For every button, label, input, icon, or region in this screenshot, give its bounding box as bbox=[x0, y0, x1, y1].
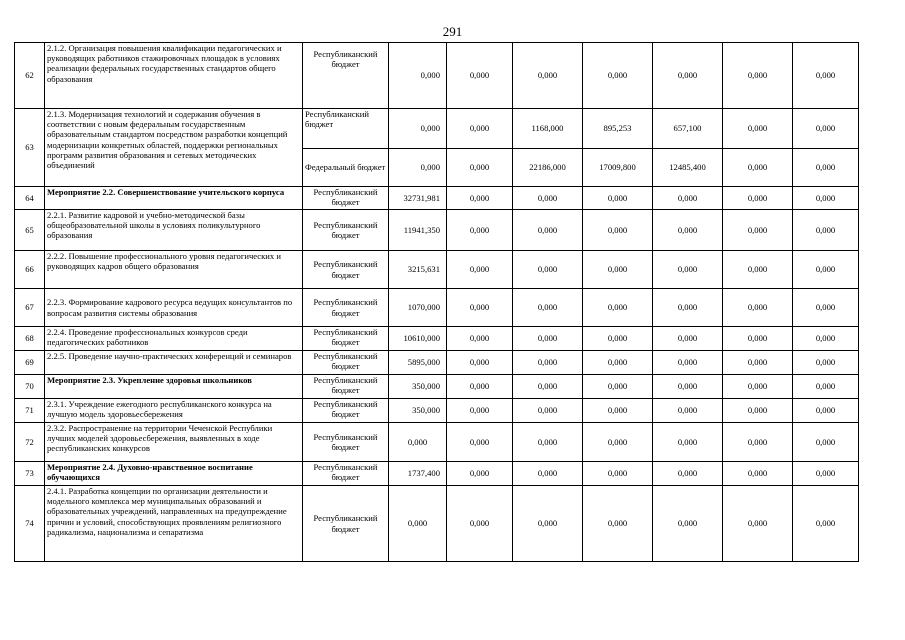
funding-source: Республиканский бюджет bbox=[303, 327, 389, 351]
value-cell: 350,000 bbox=[389, 375, 447, 399]
funding-source: Федеральный бюджет bbox=[303, 149, 389, 187]
value-cell: 0,000 bbox=[723, 289, 793, 327]
value-cell: 10610,000 bbox=[389, 327, 447, 351]
table-row bbox=[15, 289, 859, 327]
table-row bbox=[15, 251, 859, 289]
value-cell: 0,000 bbox=[653, 43, 723, 109]
value-cell: 0,000 bbox=[447, 462, 513, 486]
value-cell: 0,000 bbox=[793, 423, 859, 462]
funding-source: Республиканский бюджет bbox=[303, 251, 389, 289]
activity-name: 2.2.2. Повышение профессионального уровня педагогических и руководящих кадров общего образования bbox=[45, 251, 303, 289]
activity-name: Мероприятие 2.3. Укрепление здоровья школьников bbox=[45, 375, 303, 399]
value-cell: 0,000 bbox=[513, 327, 583, 351]
row-number: 69 bbox=[15, 351, 45, 375]
value-cell: 895,253 bbox=[583, 109, 653, 149]
row-number: 63 bbox=[15, 109, 45, 187]
value-cell: 0,000 bbox=[583, 351, 653, 375]
value-cell: 0,000 bbox=[653, 210, 723, 251]
row-number: 70 bbox=[15, 375, 45, 399]
value-cell: 0,000 bbox=[583, 289, 653, 327]
value-cell: 0,000 bbox=[447, 109, 513, 149]
row-number: 62 bbox=[15, 43, 45, 109]
table-row bbox=[15, 399, 859, 423]
value-cell: 0,000 bbox=[447, 423, 513, 462]
value-cell: 0,000 bbox=[723, 43, 793, 109]
value-cell: 0,000 bbox=[723, 375, 793, 399]
value-cell: 0,000 bbox=[513, 251, 583, 289]
activity-name: 2.1.3. Модернизация технологий и содержания обучения в соответствии с новым федеральным государственным образовательным стандартом посредством разработки концепций модернизации конкретных областей, поддержки региональных программ развития образования и сетевых методических объединений bbox=[45, 109, 303, 187]
funding-source: Республиканский бюджет bbox=[303, 351, 389, 375]
funding-source: Республиканский бюджет bbox=[303, 462, 389, 486]
row-number: 64 bbox=[15, 187, 45, 210]
activity-name: 2.2.4. Проведение профессиональных конкурсов среди педагогических работников bbox=[45, 327, 303, 351]
funding-source: Республиканский бюджет bbox=[303, 43, 389, 109]
table-row bbox=[15, 210, 859, 251]
value-cell: 3215,631 bbox=[389, 251, 447, 289]
activity-name: Мероприятие 2.2. Совершенствование учительского корпуса bbox=[45, 187, 303, 210]
value-cell: 11941,350 bbox=[389, 210, 447, 251]
value-cell: 0,000 bbox=[447, 149, 513, 187]
value-cell: 0,000 bbox=[723, 462, 793, 486]
table-row bbox=[15, 327, 859, 351]
value-cell: 0,000 bbox=[723, 423, 793, 462]
value-cell: 0,000 bbox=[793, 187, 859, 210]
activity-name: 2.2.3. Формирование кадрового ресурса ведущих консультантов по вопросам развития системы образования bbox=[45, 289, 303, 327]
page-number: 291 bbox=[442, 24, 463, 39]
row-number: 72 bbox=[15, 423, 45, 462]
value-cell: 0,000 bbox=[653, 486, 723, 562]
value-cell: 0,000 bbox=[723, 486, 793, 562]
value-cell: 0,000 bbox=[447, 210, 513, 251]
value-cell: 0,000 bbox=[583, 251, 653, 289]
value-cell: 0,000 bbox=[447, 486, 513, 562]
value-cell: 0,000 bbox=[653, 289, 723, 327]
value-cell: 0,000 bbox=[447, 375, 513, 399]
value-cell: 657,100 bbox=[653, 109, 723, 149]
value-cell: 0,000 bbox=[723, 187, 793, 210]
row-number: 67 bbox=[15, 289, 45, 327]
value-cell: 0,000 bbox=[513, 423, 583, 462]
activity-name: 2.4.1. Разработка концепции по организации деятельности и модельного комплекса мер муниципальных образований и образовательных учреждений, направленных на предупреждение причин и условий, способствующих проявлениям религиозного радикализма, национализма и сепаратизма bbox=[45, 486, 303, 562]
value-cell: 0,000 bbox=[793, 149, 859, 187]
value-cell: 0,000 bbox=[793, 251, 859, 289]
funding-source: Республиканский бюджет bbox=[303, 423, 389, 462]
value-cell: 5895,000 bbox=[389, 351, 447, 375]
value-cell: 0,000 bbox=[793, 486, 859, 562]
value-cell: 0,000 bbox=[447, 289, 513, 327]
value-cell: 0,000 bbox=[653, 423, 723, 462]
value-cell: 0,000 bbox=[793, 289, 859, 327]
value-cell: 0,000 bbox=[653, 351, 723, 375]
value-cell: 0,000 bbox=[653, 251, 723, 289]
activity-name: 2.3.1. Учреждение ежегодного республиканского конкурса на лучшую модель здоровьесбережения bbox=[45, 399, 303, 423]
value-cell: 0,000 bbox=[447, 187, 513, 210]
funding-source: Республиканский бюджет bbox=[303, 210, 389, 251]
value-cell: 0,000 bbox=[583, 399, 653, 423]
value-cell: 0,000 bbox=[723, 210, 793, 251]
value-cell: 0,000 bbox=[513, 187, 583, 210]
value-cell: 0,000 bbox=[447, 327, 513, 351]
activity-name: 2.2.1. Развитие кадровой и учебно-методической базы общеобразовательной школы в условиях поликультурного образования bbox=[45, 210, 303, 251]
activity-name: 2.3.2. Распространение на территории Чеченской Республики лучших моделей здоровьесбережения, выявленных в ходе республиканских конкурсов bbox=[45, 423, 303, 462]
value-cell: 0,000 bbox=[793, 351, 859, 375]
budget-table bbox=[14, 42, 859, 562]
table-row bbox=[15, 375, 859, 399]
value-cell: 0,000 bbox=[389, 486, 447, 562]
value-cell: 1070,000 bbox=[389, 289, 447, 327]
value-cell: 0,000 bbox=[447, 43, 513, 109]
row-number: 68 bbox=[15, 327, 45, 351]
value-cell: 1168,000 bbox=[513, 109, 583, 149]
value-cell: 0,000 bbox=[583, 423, 653, 462]
value-cell: 0,000 bbox=[583, 187, 653, 210]
value-cell: 0,000 bbox=[583, 486, 653, 562]
funding-source: Республиканский бюджет bbox=[303, 486, 389, 562]
activity-name: Мероприятие 2.4. Духовно-нравственное воспитание обучающихся bbox=[45, 462, 303, 486]
table-row bbox=[15, 462, 859, 486]
value-cell: 22186,000 bbox=[513, 149, 583, 187]
value-cell: 0,000 bbox=[723, 399, 793, 423]
value-cell: 0,000 bbox=[723, 109, 793, 149]
row-number: 71 bbox=[15, 399, 45, 423]
table-row bbox=[15, 423, 859, 462]
value-cell: 0,000 bbox=[583, 462, 653, 486]
value-cell: 0,000 bbox=[513, 210, 583, 251]
table-row bbox=[15, 43, 859, 109]
table-row bbox=[15, 109, 859, 149]
value-cell: 0,000 bbox=[583, 327, 653, 351]
value-cell: 350,000 bbox=[389, 399, 447, 423]
value-cell: 0,000 bbox=[723, 251, 793, 289]
value-cell: 0,000 bbox=[447, 399, 513, 423]
value-cell: 32731,981 bbox=[389, 187, 447, 210]
value-cell: 0,000 bbox=[653, 187, 723, 210]
value-cell: 0,000 bbox=[513, 375, 583, 399]
table-row bbox=[15, 187, 859, 210]
value-cell: 0,000 bbox=[653, 375, 723, 399]
table-row bbox=[15, 351, 859, 375]
value-cell: 0,000 bbox=[583, 375, 653, 399]
value-cell: 0,000 bbox=[583, 210, 653, 251]
activity-name: 2.2.5. Проведение научно-практических конференций и семинаров bbox=[45, 351, 303, 375]
value-cell: 0,000 bbox=[513, 462, 583, 486]
value-cell: 0,000 bbox=[793, 462, 859, 486]
value-cell: 12485,400 bbox=[653, 149, 723, 187]
funding-source: Республиканский бюджет bbox=[303, 187, 389, 210]
value-cell: 0,000 bbox=[793, 399, 859, 423]
value-cell: 0,000 bbox=[447, 251, 513, 289]
value-cell: 0,000 bbox=[389, 109, 447, 149]
value-cell: 0,000 bbox=[793, 327, 859, 351]
value-cell: 0,000 bbox=[723, 327, 793, 351]
value-cell: 0,000 bbox=[389, 149, 447, 187]
value-cell: 0,000 bbox=[513, 486, 583, 562]
value-cell: 0,000 bbox=[513, 399, 583, 423]
value-cell: 0,000 bbox=[653, 327, 723, 351]
funding-source: Республиканский бюджет bbox=[303, 399, 389, 423]
value-cell: 0,000 bbox=[583, 43, 653, 109]
value-cell: 17009,800 bbox=[583, 149, 653, 187]
row-number: 73 bbox=[15, 462, 45, 486]
table-row bbox=[15, 486, 859, 562]
value-cell: 0,000 bbox=[723, 149, 793, 187]
funding-source: Республиканский бюджет bbox=[303, 375, 389, 399]
value-cell: 0,000 bbox=[513, 351, 583, 375]
funding-source: Республиканский бюджет bbox=[303, 289, 389, 327]
value-cell: 0,000 bbox=[723, 351, 793, 375]
value-cell: 1737,400 bbox=[389, 462, 447, 486]
row-number: 65 bbox=[15, 210, 45, 251]
value-cell: 0,000 bbox=[793, 109, 859, 149]
value-cell: 0,000 bbox=[513, 43, 583, 109]
value-cell: 0,000 bbox=[389, 423, 447, 462]
value-cell: 0,000 bbox=[653, 399, 723, 423]
row-number: 66 bbox=[15, 251, 45, 289]
value-cell: 0,000 bbox=[793, 375, 859, 399]
value-cell: 0,000 bbox=[653, 462, 723, 486]
value-cell: 0,000 bbox=[793, 43, 859, 109]
activity-name: 2.1.2. Организация повышения квалификации педагогических и руководящих работников стажировочных площадок в условиях реализации федеральных государственных стандартов общего образования bbox=[45, 43, 303, 109]
value-cell: 0,000 bbox=[447, 351, 513, 375]
value-cell: 0,000 bbox=[513, 289, 583, 327]
value-cell: 0,000 bbox=[389, 43, 447, 109]
funding-source: Республиканский бюджет bbox=[303, 109, 389, 149]
value-cell: 0,000 bbox=[793, 210, 859, 251]
row-number: 74 bbox=[15, 486, 45, 562]
